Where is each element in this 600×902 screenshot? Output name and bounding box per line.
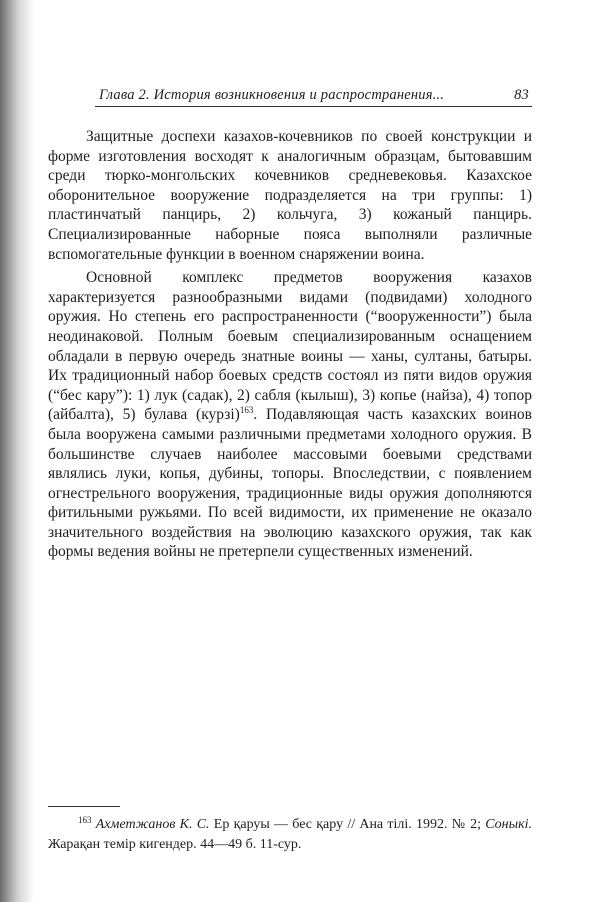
main-text (48, 127, 532, 562)
footnote-author: Ахметжанов К. С. (95, 817, 210, 832)
footnote-text-1: Ер қаруы — бес қару // Ана тілі. 1992. № 2; (209, 817, 486, 832)
chapter-title: Глава 2. История возникновения и распространения... (99, 87, 445, 103)
paragraph-weapons (48, 268, 532, 562)
page-binding-shadow (0, 0, 34, 902)
footnote (48, 815, 532, 854)
paragraph-weapons-part2: . Подавляющая часть казахских воинов была вооружена самыми различными предметами холодного оружия. В большинстве случаев наиболее массовыми боевыми средствами являлись луки, копья, дубины, топоры. Впоследствии, с появлением огнестрельного вооружения, традиционные виды оружия дополняются фитильными ружьями. По всей видимости, их применение не оказало значительного воздействия на эволюцию казахского оружия, так как формы ведения войны не претерпели существенных изменений. (48, 406, 532, 561)
footnote-reference: 163 (239, 405, 254, 416)
footnote-divider (48, 806, 120, 807)
footnote-text-2: Жарақан темір кигендер. 44—49 б. 11-сур. (48, 836, 302, 852)
paragraph-weapons-part1: Основной комплекс предметов вооружения казахов характеризуется разнообразными видами (подвидами) холодного оружия. Но степень его распространенности (“вооруженности”) была неодинаковой. Полным боевым специализированным оснащением обладали в первую очередь знатные воины — ханы, султаны, батыры. Их традиционный набор боевых средств состоял из пяти видов оружия (“бес кару”): 1) лук (садак), 2) сабля (кылыш), 3) копье (найза), 4) топор (айбалта), 5) булава (курзі) (48, 269, 532, 424)
running-header (95, 84, 532, 107)
footnote-number: 163 (78, 815, 92, 825)
footnote-source-2: Соныкі. (485, 817, 533, 832)
page-number: 83 (514, 87, 529, 103)
paragraph-armor: Защитные доспехи казахов-кочевников по своей конструкции и форме изготовления восходят к аналогичным образцам, бытовавшим среди тюрко-монгольских кочевников средневековья. Казахское оборонительное вооружение подразделяется на три группы: 1) пластинчатый панцирь, 2) кольчуга, 3) кожаный панцирь. Специализированные наборные пояса выполняли различные вспомогательные функции в военном снаряжении воина. (48, 128, 532, 263)
